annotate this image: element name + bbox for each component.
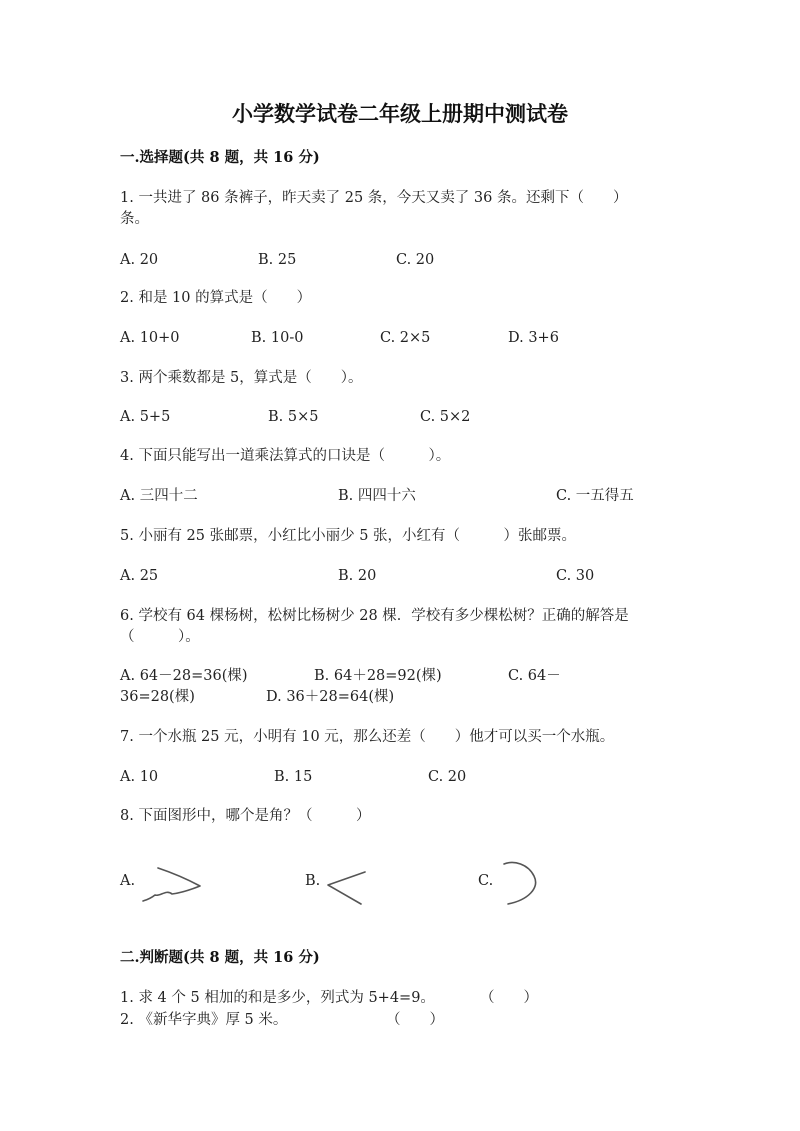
section-2-heading: 二.判断题(共 8 题，共 16 分) — [120, 949, 320, 966]
question-6-option-c: C. 64－ — [508, 668, 561, 684]
question-8-option-c-label: C. — [478, 873, 494, 889]
question-7-option-b: B. 15 — [274, 769, 313, 785]
question-6-option-a: A. 64－28=36(棵) — [120, 668, 248, 684]
question-8-text: 8. 下面图形中，哪个是角？（ ） — [120, 808, 371, 824]
question-8-option-b-label: B. — [305, 873, 321, 889]
angle-figure-b — [324, 866, 372, 908]
question-6-text: 6. 学校有 64 棵杨树，松树比杨树少 28 棵．学校有多少棵松树？正确的解答是 — [120, 608, 629, 624]
question-7-text: 7. 一个水瓶 25 元，小明有 10 元，那么还差（ ）他才可以买一个水瓶。 — [120, 729, 615, 745]
question-2-option-b: B. 10-0 — [251, 330, 304, 346]
question-1-option-a: A. 20 — [120, 252, 159, 268]
question-2-option-c: C. 2×5 — [380, 330, 431, 346]
wavy-shape-figure-a — [140, 864, 204, 908]
section-1-heading: 一.选择题(共 8 题，共 16 分) — [120, 149, 320, 166]
question-5-option-c: C. 30 — [556, 568, 595, 584]
question-3-option-c: C. 5×2 — [420, 409, 471, 425]
question-6-option-c-continued: 36=28(棵) — [120, 689, 195, 705]
question-6-option-d: D. 36＋28=64(棵) — [266, 689, 395, 705]
question-2-option-d: D. 3+6 — [508, 330, 559, 346]
question-3-option-a: A. 5+5 — [120, 409, 171, 425]
question-6-option-b: B. 64＋28=92(棵) — [314, 668, 442, 684]
question-4-option-a: A. 三四十二 — [120, 488, 198, 504]
page-title: 小学数学试卷二年级上册期中测试卷 — [232, 101, 568, 126]
question-2-option-a: A. 10+0 — [120, 330, 180, 346]
question-3-text: 3. 两个乘数都是 5，算式是（ ）。 — [120, 370, 363, 386]
judge-question-2-text: 2. 《新华字典》厚 5 米。 — [120, 1012, 288, 1028]
question-6-text-continued: （ ）。 — [120, 629, 200, 645]
question-3-option-b: B. 5×5 — [268, 409, 319, 425]
question-5-option-b: B. 20 — [338, 568, 377, 584]
question-4-text: 4. 下面只能写出一道乘法算式的口诀是（ ）。 — [120, 448, 451, 464]
judge-question-1-text: 1. 求 4 个 5 相加的和是多少，列式为 5+4=9。 — [120, 990, 435, 1006]
question-5-text: 5. 小丽有 25 张邮票，小红比小丽少 5 张，小红有（ ）张邮票。 — [120, 528, 577, 544]
curved-shape-figure-c — [498, 858, 544, 910]
question-2-text: 2. 和是 10 的算式是（ ） — [120, 290, 312, 306]
question-7-option-a: A. 10 — [120, 769, 159, 785]
question-7-option-c: C. 20 — [428, 769, 467, 785]
question-1-text-continued: 条。 — [120, 211, 149, 227]
judge-question-1-paren: （ ） — [480, 990, 538, 1006]
question-1-option-c: C. 20 — [396, 252, 435, 268]
question-8-option-a-label: A. — [120, 873, 136, 889]
question-4-option-b: B. 四四十六 — [338, 488, 416, 504]
question-4-option-c: C. 一五得五 — [556, 488, 634, 504]
question-5-option-a: A. 25 — [120, 568, 159, 584]
question-1-option-b: B. 25 — [258, 252, 297, 268]
question-1-text: 1. 一共进了 86 条裤子，昨天卖了 25 条，今天又卖了 36 条。还剩下（ ） — [120, 190, 628, 206]
judge-question-2-paren: （ ） — [386, 1012, 444, 1028]
